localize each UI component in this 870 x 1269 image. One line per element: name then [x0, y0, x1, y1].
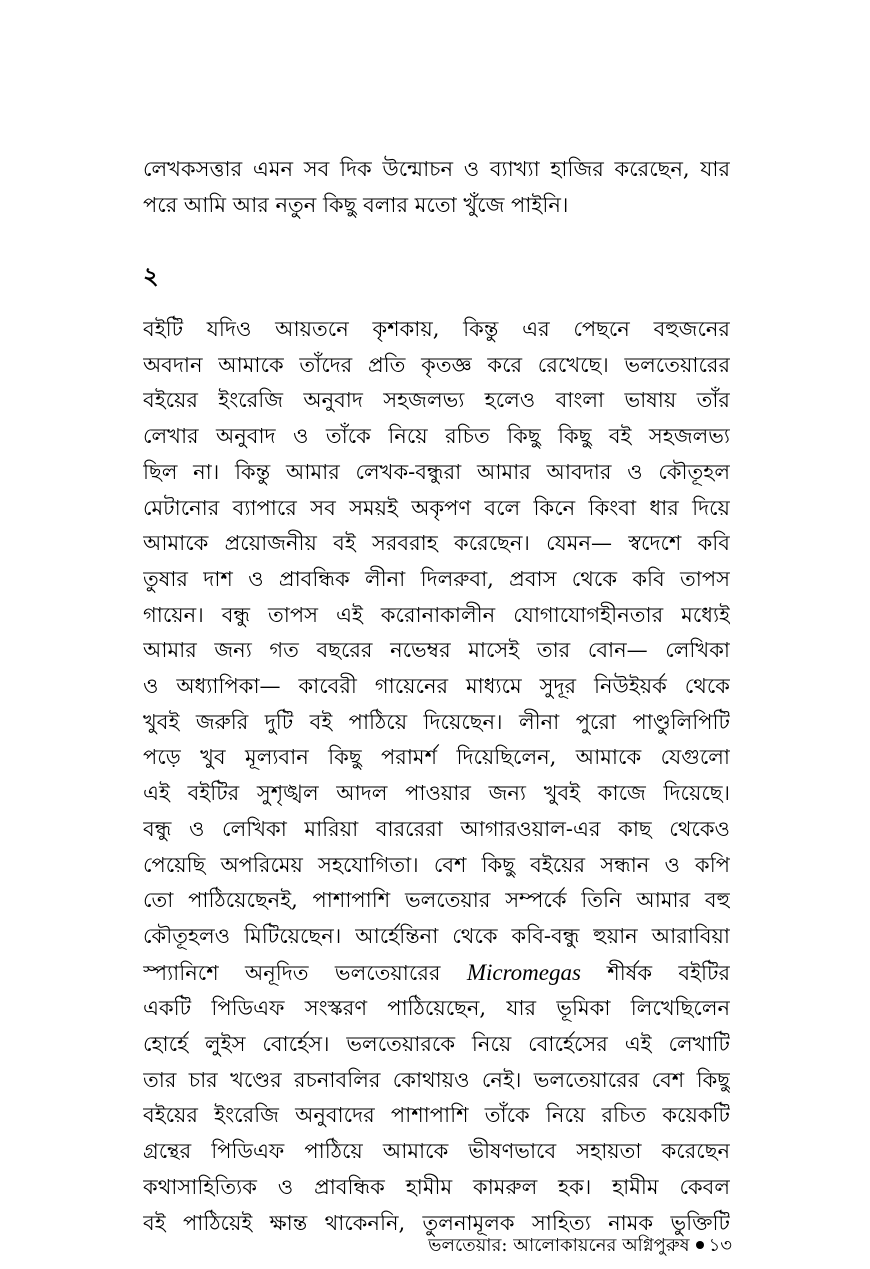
- text-line: বইয়ের ইংরেজি অনুবাদের পাশাপাশি তাঁকে নিয়ে রচিত কয়েকটি: [143, 1103, 730, 1128]
- page-footer: [428, 1234, 732, 1258]
- text-line: বইয়ের ইংরেজি অনুবাদ সহজলভ্য হলেও বাংলা ভাষায় তাঁর: [143, 388, 730, 413]
- text-line: আমাকে প্রয়োজনীয় বই সরবরাহ করেছেন। যেমন— স্বদেশে কবি: [143, 531, 730, 556]
- text-line: বই পাঠিয়েই ক্ষান্ত থাকেননি, তুলনামূলক সাহিত্য নামক ভুক্তিটি: [143, 1210, 730, 1235]
- text-line: আমার জন্য গত বছরের নভেম্বর মাসেই তার বোন— লেখিকা: [143, 638, 730, 663]
- page-number: ১৩: [708, 1235, 732, 1256]
- text-line: অবদান আমাকে তাঁদের প্রতি কৃতজ্ঞ করে রেখেছে। ভলতেয়ারের: [143, 352, 730, 377]
- text-line: হোর্হে লুইস বোর্হেস। ভলতেয়ারকে নিয়ে বোর্হেসের এই লেখাটি: [143, 1032, 730, 1057]
- text-line: পেয়েছি অপরিমেয় সহযোগিতা। বেশ কিছু বইয়ের সন্ধান ও কপি: [143, 852, 730, 877]
- section-number: ২: [143, 261, 159, 290]
- text-line: পরে আমি আর নতুন কিছু বলার মতো খুঁজে পাইনি।: [143, 192, 569, 217]
- text-line: গ্রন্থের পিডিএফ পাঠিয়ে আমাকে ভীষণভাবে সহায়তা করেছেন: [143, 1139, 730, 1164]
- line-segment: শীর্ষক বইটির: [580, 960, 730, 985]
- line-segment: স্প্যানিশে অনূদিত ভলতেয়ারের: [143, 960, 467, 985]
- text-line: তুষার দাশ ও প্রাবন্ধিক লীনা দিলরুবা, প্রবাস থেকে কবি তাপস: [143, 566, 730, 591]
- text-line-with-italic-title: [143, 955, 730, 992]
- text-line: ও অধ্যাপিকা— কাবেরী গায়েনের মাধ্যমে সুদূর নিউইয়র্ক থেকে: [143, 674, 730, 699]
- text-line: এই বইটির সুশৃঙ্খল আদল পাওয়ার জন্য খুবই কাজে দিয়েছে।: [143, 781, 730, 806]
- text-line: মেটানোর ব্যাপারে সব সময়ই অকৃপণ বলে কিনে কিংবা ধার দিয়ে: [143, 495, 730, 520]
- text-line: একটি পিডিএফ সংস্করণ পাঠিয়েছেন, যার ভূমিকা লিখেছিলেন: [143, 996, 730, 1021]
- text-line: তার চার খণ্ডের রচনাবলির কোথায়ও নেই। ভলতেয়ারের বেশ কিছু: [143, 1067, 730, 1092]
- text-line: গায়েন। বন্ধু তাপস এই করোনাকালীন যোগাযোগহীনতার মধ্যেই: [143, 602, 730, 627]
- text-line: কৌতূহলও মিটিয়েছেন। আর্হেন্তিনা থেকে কবি-বন্ধু হুয়ান আরাবিয়া: [143, 923, 730, 948]
- intro-paragraph: [143, 152, 730, 223]
- text-line: বইটি যদিও আয়তনে কৃশকায়, কিন্তু এর পেছনে বহুজনের: [143, 317, 730, 341]
- running-title: ভলতেয়ার: আলোকায়নের অগ্নিপুরুষ: [428, 1235, 690, 1256]
- italic-book-title: Micromegas: [466, 959, 581, 985]
- text-line: বন্ধু ও লেখিকা মারিয়া বাররেরা আগারওয়াল-এর কাছ থেকেও: [143, 816, 730, 841]
- text-line: লেখকসত্তার এমন সব দিক উন্মোচন ও ব্যাখ্যা হাজির করেছেন, যার: [143, 157, 730, 181]
- text-line: লেখার অনুবাদ ও তাঁকে নিয়ে রচিত কিছু কিছু বই সহজলভ্য: [143, 424, 730, 449]
- bullet-separator-icon: [696, 1241, 704, 1249]
- text-line: ছিল না। কিন্তু আমার লেখক-বন্ধুরা আমার আবদার ও কৌতূহল: [143, 459, 730, 484]
- text-line: কথাসাহিত্যিক ও প্রাবন্ধিক হামীম কামরুল হক। হামীম কেবল: [143, 1174, 730, 1199]
- text-line: খুবই জরুরি দুটি বই পাঠিয়ে দিয়েছেন। লীনা পুরো পাণ্ডুলিপিটি: [143, 709, 730, 734]
- text-line: তো পাঠিয়েছেনই, পাশাপাশি ভলতেয়ার সম্পর্কে তিনি আমার বহু: [143, 888, 730, 913]
- text-line: পড়ে খুব মূল্যবান কিছু পরামর্শ দিয়েছিলেন, আমাকে যেগুলো: [143, 745, 730, 770]
- body-paragraph: [143, 312, 730, 1241]
